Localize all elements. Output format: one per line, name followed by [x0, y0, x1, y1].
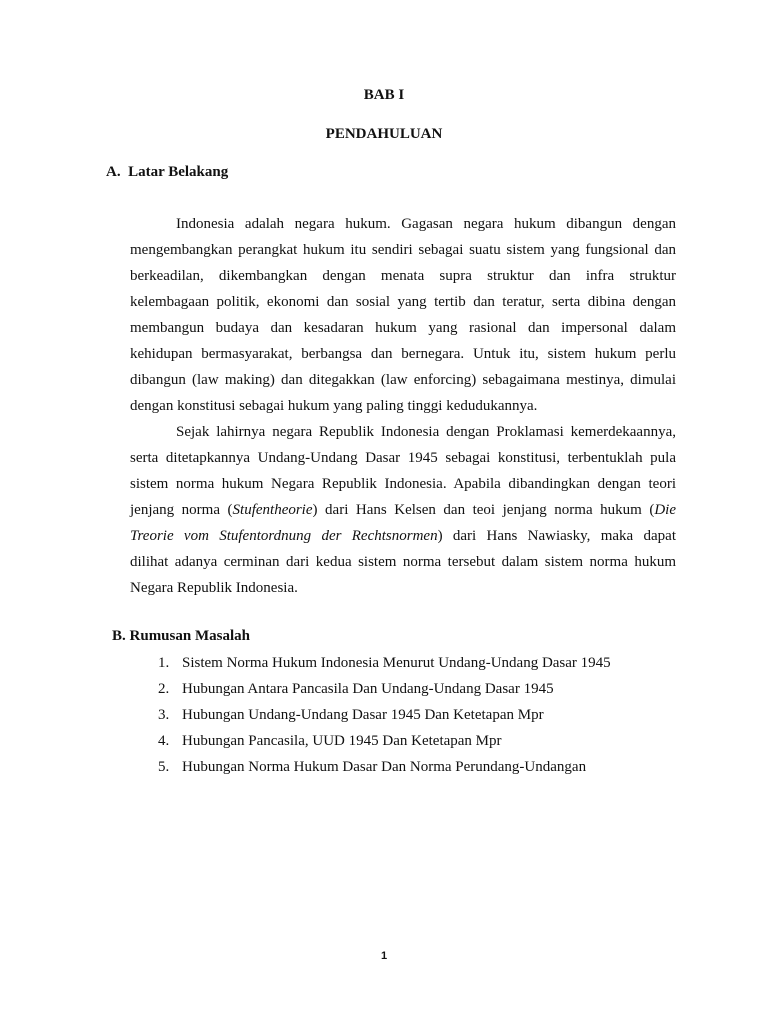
paragraph-line: mengembangkan perangkat hukum itu sendiri sebagai suatu sistem yang fungsional dan [130, 242, 676, 258]
paragraph-line [130, 500, 676, 526]
list-item [158, 679, 611, 705]
paragraph-line: berkeadilan, dikembangkan dengan menata supra struktur dan infra struktur [130, 268, 676, 284]
list-number: 2. [158, 681, 170, 697]
list-text: Hubungan Pancasila, UUD 1945 Dan Ketetapan Mpr [182, 733, 502, 749]
problem-list [158, 653, 611, 783]
list-number: 1. [158, 655, 170, 671]
italic-term-stufentheorie: Stufentheorie [232, 502, 313, 518]
section-b-label: B. [112, 628, 126, 644]
paragraph-line: kehidupan bermasyarakat, berbangsa dan bernegara. Untuk itu, sistem hukum perlu [130, 346, 676, 362]
list-text: Hubungan Norma Hukum Dasar Dan Norma Perundang-Undangan [182, 759, 587, 775]
italic-term-die: Die [654, 502, 676, 518]
text-run: jenjang norma ( [130, 502, 233, 518]
section-a-label: A. [106, 164, 121, 180]
list-number: 3. [158, 707, 170, 723]
paragraph-line: membangun budaya dan kesadaran hukum yang rasional dan impersonal dalam [130, 320, 676, 336]
list-text: Sistem Norma Hukum Indonesia Menurut Undang-Undang Dasar 1945 [182, 655, 611, 671]
section-a-heading [106, 164, 228, 181]
paragraph-line: Indonesia adalah negara hukum. Gagasan negara hukum dibangun dengan [176, 216, 676, 232]
list-number: 4. [158, 733, 170, 749]
list-item [158, 757, 611, 783]
list-text: Hubungan Undang-Undang Dasar 1945 Dan Ketetapan Mpr [182, 707, 544, 723]
list-item [158, 653, 611, 679]
section-b-title: Rumusan Masalah [129, 628, 250, 644]
paragraph-line [130, 526, 676, 552]
chapter-title: PENDAHULUAN [325, 126, 443, 142]
paragraph-line: sistem norma hukum Negara Republik Indonesia. Apabila dibandingkan dengan teori [130, 476, 676, 492]
chapter-heading: BAB I [363, 87, 405, 103]
page-number: 1 [380, 950, 388, 962]
text-run: ) dari Hans Nawiasky, maka dapat [437, 528, 677, 544]
paragraph-line: Sejak lahirnya negara Republik Indonesia dengan Proklamasi kemerdekaannya, [176, 424, 676, 440]
list-item [158, 731, 611, 757]
text-run: ) dari Hans Kelsen dan teoi jenjang norma hukum ( [312, 502, 655, 518]
italic-term-rechtsnormen: Treorie vom Stufentordnung der Rechtsnormen [130, 528, 438, 544]
paragraph-line: dilihat adanya cerminan dari kedua sistem norma tersebut dalam sistem norma hukum [130, 554, 676, 570]
paragraph-line: dengan konstitusi sebagai hukum yang paling tinggi kedudukannya. [130, 398, 538, 414]
paragraph-line: Negara Republik Indonesia. [130, 580, 298, 596]
list-number: 5. [158, 759, 170, 775]
list-text: Hubungan Antara Pancasila Dan Undang-Undang Dasar 1945 [182, 681, 554, 697]
paragraph-line: dibangun (law making) dan ditegakkan (law enforcing) sebagaimana mestinya, dimulai [130, 372, 676, 388]
paragraph-latar-belakang-1 [130, 214, 676, 604]
section-a-title: Latar Belakang [128, 164, 229, 180]
list-item [158, 705, 611, 731]
paragraph-line: kelembagaan politik, ekonomi dan sosial yang tertib dan teratur, serta dibina dengan [130, 294, 676, 310]
section-b-heading [112, 628, 250, 645]
paragraph-line: serta ditetapkannya Undang-Undang Dasar 1945 sebagai konstitusi, terbentuklah pula [130, 450, 676, 466]
